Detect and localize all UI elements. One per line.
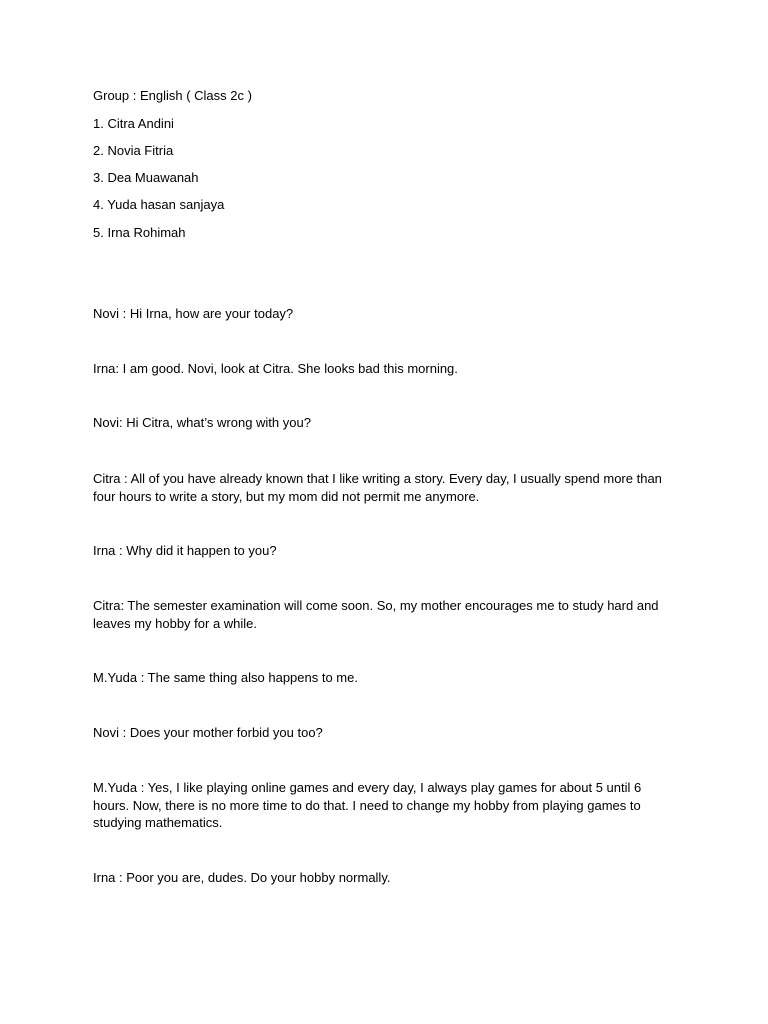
- group-heading: Group : English ( Class 2c ): [93, 88, 252, 103]
- member-item: 4. Yuda hasan sanjaya: [93, 197, 225, 212]
- member-item: 2. Novia Fitria: [93, 143, 174, 158]
- dialogue-line: Irna : Poor you are, dudes. Do your hobby normally.: [93, 870, 391, 885]
- member-item: 5. Irna Rohimah: [93, 225, 186, 240]
- dialogue-line: Novi : Does your mother forbid you too?: [93, 725, 323, 740]
- dialogue-line: Novi : Hi Irna, how are your today?: [93, 306, 294, 321]
- dialogue-line: Novi: Hi Citra, what’s wrong with you?: [93, 415, 311, 430]
- dialogue-line: Irna : Why did it happen to you?: [93, 543, 277, 558]
- dialogue-line: M.Yuda : Yes, I like playing online games and every day, I always play games for about 5 until 6 hours. Now, there is no more time to do that. I need to change my hobby from playing games to studying mathematics.: [93, 780, 642, 830]
- member-item: 3. Dea Muawanah: [93, 170, 199, 185]
- member-item: 1. Citra Andini: [93, 116, 174, 131]
- dialogue-line: Citra: The semester examination will come soon. So, my mother encourages me to study hard and leaves my hobby for a while.: [93, 598, 659, 631]
- dialogue-line: M.Yuda : The same thing also happens to me.: [93, 670, 358, 685]
- dialogue-line: Citra : All of you have already known that I like writing a story. Every day, I usually spend more than four hours to write a story, but my mom did not permit me anymore.: [93, 471, 662, 504]
- dialogue-line: Irna: I am good. Novi, look at Citra. She looks bad this morning.: [93, 361, 458, 376]
